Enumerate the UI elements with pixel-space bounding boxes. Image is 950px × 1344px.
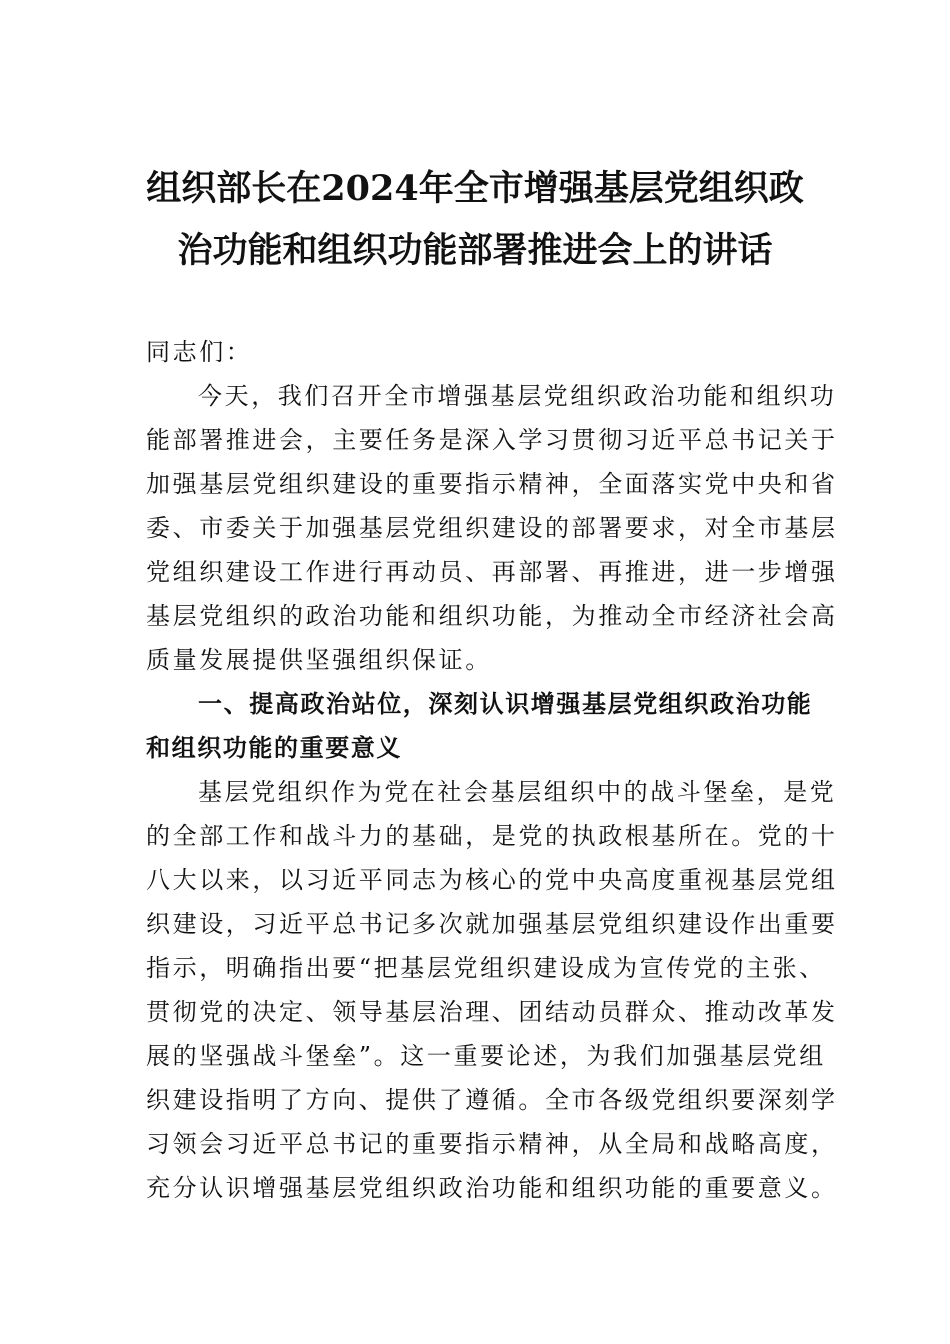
paragraph-line: 习领会习近平总书记的重要指示精神，从全局和战略高度， bbox=[146, 1130, 838, 1158]
paragraph-line: 今天，我们召开全市增强基层党组织政治功能和组织功 bbox=[198, 382, 837, 410]
paragraph-intro bbox=[146, 374, 838, 682]
paragraph-line: 贯彻党的决定、领导基层治理、团结动员群众、推动改革发 bbox=[146, 998, 838, 1026]
paragraph-line: 党组织建设工作进行再动员、再部署、再推进，进一步增强 bbox=[146, 558, 838, 586]
paragraph-line: 基层党组织的政治功能和组织功能，为推动全市经济社会高 bbox=[146, 602, 838, 630]
paragraph-line: 展的坚强战斗堡垒”。这一重要论述，为我们加强基层党组 bbox=[146, 1042, 826, 1070]
salutation-text: 同志们： bbox=[146, 338, 253, 366]
paragraph-line: 指示，明确指出要“把基层党组织建设成为宣传党的主张、 bbox=[146, 954, 826, 982]
document-title bbox=[120, 158, 830, 282]
title-line: 治功能和组织功能部署推进会上的讲话 bbox=[177, 230, 773, 271]
paragraph-line: 加强基层党组织建设的重要指示精神，全面落实党中央和省 bbox=[146, 470, 838, 498]
paragraph-line: 织建设，习近平总书记多次就加强基层党组织建设作出重要 bbox=[146, 910, 838, 938]
salutation bbox=[146, 330, 810, 374]
paragraph-line: 能部署推进会，主要任务是深入学习贯彻习近平总书记关于 bbox=[146, 426, 838, 454]
heading-line: 和组织功能的重要意义 bbox=[146, 734, 402, 762]
paragraph-line: 充分认识增强基层党组织政治功能和组织功能的重要意义。 bbox=[146, 1174, 838, 1202]
paragraph-line: 织建设指明了方向、提供了遵循。全市各级党组织要深刻学 bbox=[146, 1086, 838, 1114]
paragraph-section-1 bbox=[146, 770, 838, 1210]
paragraph-line: 基层党组织作为党在社会基层组织中的战斗堡垒，是党 bbox=[198, 778, 837, 806]
paragraph-line: 八大以来，以习近平同志为核心的党中央高度重视基层党组 bbox=[146, 866, 838, 894]
paragraph-line: 质量发展提供坚强组织保证。 bbox=[146, 646, 492, 674]
heading-line: 一、提高政治站位，深刻认识增强基层党组织政治功能 bbox=[198, 690, 813, 718]
paragraph-line: 的全部工作和战斗力的基础，是党的执政根基所在。党的十 bbox=[146, 822, 838, 850]
section-heading-1 bbox=[146, 682, 813, 770]
title-line: 组织部长在2024年全市增强基层党组织政 bbox=[146, 168, 804, 209]
paragraph-line: 委、市委关于加强基层党组织建设的部署要求，对全市基层 bbox=[146, 514, 838, 542]
